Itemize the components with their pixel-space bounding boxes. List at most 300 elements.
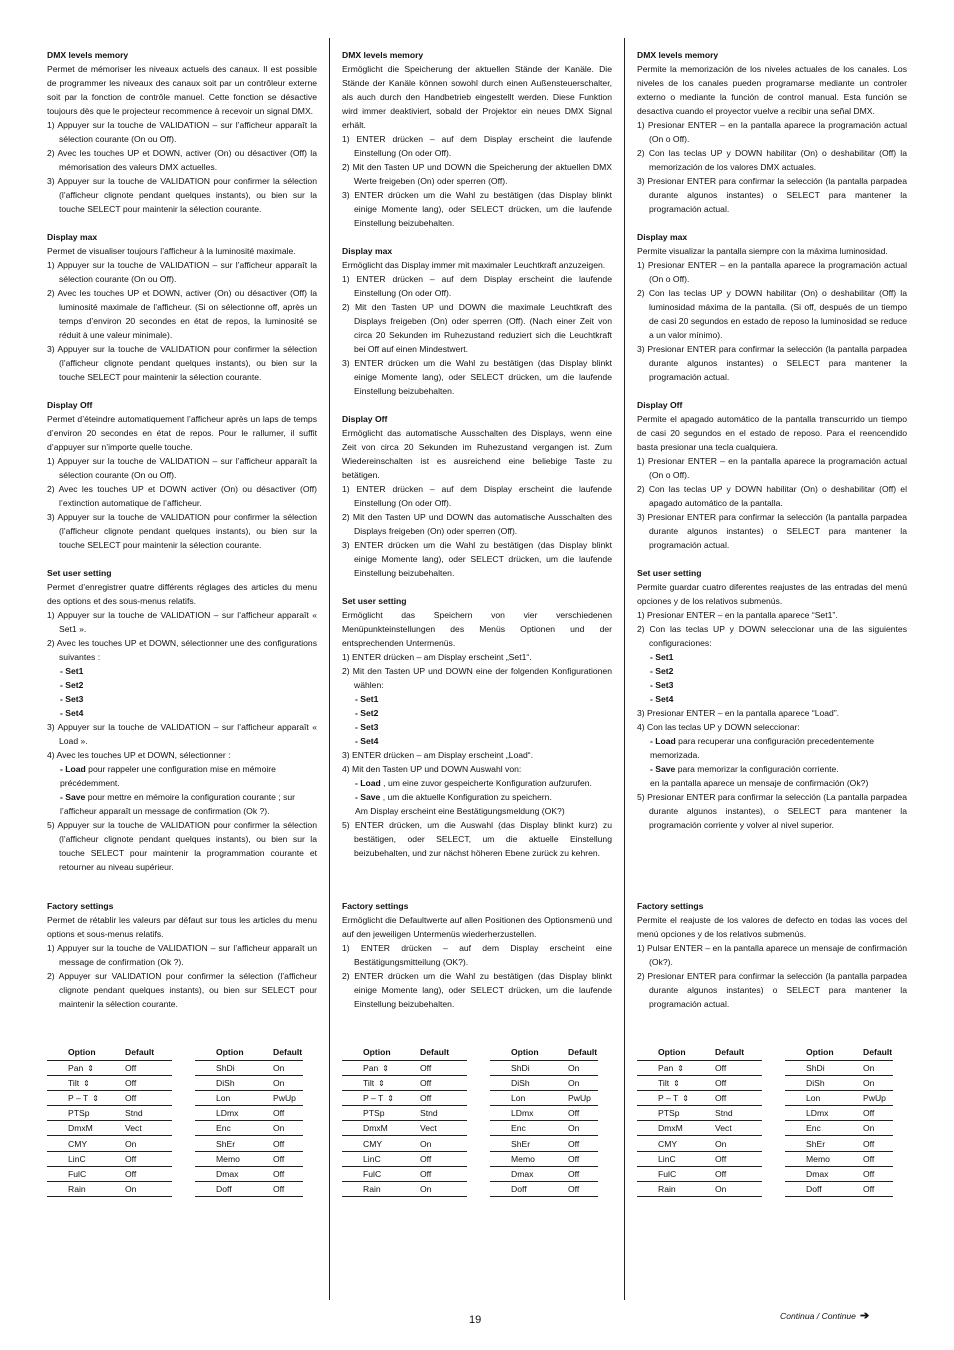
option-cell	[47, 1060, 104, 1075]
default-cell: On	[842, 1060, 893, 1075]
up-down-arrow-icon: ⇕	[83, 1078, 90, 1088]
section	[342, 412, 612, 580]
table-row	[490, 1060, 598, 1075]
table-header-row	[637, 1045, 762, 1060]
default-cell: Off	[694, 1060, 762, 1075]
default-cell: Stnd	[399, 1106, 467, 1121]
option-cell	[637, 1106, 694, 1121]
default-cell: Off	[399, 1166, 467, 1181]
table-header-row	[47, 1045, 172, 1060]
option-name: Doff	[806, 1184, 822, 1195]
option-name: Pan	[68, 1062, 84, 1073]
step-item: 2) Mit den Tasten UP und DOWN eine der folgenden Konfigurationen wählen:	[342, 666, 612, 690]
option-name: Lon	[511, 1092, 526, 1103]
option-name: PTSp	[68, 1108, 90, 1119]
step-item: 1) Presionar ENTER – en la pantalla aparece la programación actual (On o Off).	[637, 120, 907, 144]
option-cell	[47, 1136, 104, 1151]
default-cell: Off	[694, 1166, 762, 1181]
table-row	[47, 1060, 172, 1075]
step-item: 3) ENTER drücken – am Display erscheint „Load“.	[342, 750, 534, 760]
section-user-setting	[342, 594, 612, 860]
default-cell: On	[399, 1182, 467, 1197]
step-item: 1) Presionar ENTER – en la pantalla aparece la programación actual (On o Off).	[637, 260, 907, 284]
set-label: - Set4	[355, 736, 379, 746]
option-cell	[342, 1151, 399, 1166]
step-list	[342, 272, 612, 398]
option-cell	[637, 1090, 694, 1105]
option-cell	[195, 1136, 252, 1151]
table-row	[785, 1060, 893, 1075]
default-cell: On	[252, 1075, 303, 1090]
table-row	[342, 1106, 467, 1121]
step-item: 4) Avec les touches UP et DOWN, sélectionner :	[47, 750, 231, 760]
option-name: PTSp	[363, 1108, 385, 1119]
confirm-note: Am Display erscheint eine Bestätigungsmeldung (OK?)	[355, 806, 565, 816]
option-name: ShDi	[806, 1062, 825, 1073]
table-row	[47, 1121, 172, 1136]
table-row	[342, 1121, 467, 1136]
default-cell: PwUp	[547, 1090, 598, 1105]
option-name: DmxM	[658, 1123, 683, 1134]
section-title: DMX levels memory	[342, 50, 424, 60]
table-row	[342, 1166, 467, 1181]
option-name: LDmx	[806, 1108, 829, 1119]
option-cell	[785, 1090, 842, 1105]
step-item: 1) ENTER drücken – auf dem Display erscheint die laufende Einstellung (On oder Off).	[342, 484, 612, 508]
table-row	[490, 1136, 598, 1151]
step-item: 2) Con las teclas UP y DOWN habilitar (On) o deshabilitar (Off) la memorización de los valores DMX actuales.	[637, 148, 907, 172]
option-name: P – T	[363, 1092, 384, 1103]
option-name: ShDi	[216, 1062, 235, 1073]
default-cell: PwUp	[252, 1090, 303, 1105]
table-row	[637, 1075, 762, 1090]
default-cell: Off	[842, 1151, 893, 1166]
section	[47, 230, 317, 384]
section-title: Display Off	[637, 400, 683, 410]
section-intro: Permite visualizar la pantalla siempre con la máxima luminosidad.	[637, 246, 888, 256]
load-key: - Load	[355, 778, 381, 788]
set-label: - Set1	[355, 694, 379, 704]
options-table	[637, 1045, 762, 1197]
save-option	[637, 762, 907, 776]
option-cell	[637, 1121, 694, 1136]
save-text: , um die aktuelle Konfiguration zu speichern.	[380, 792, 552, 802]
table-row	[47, 1075, 172, 1090]
option-name: Enc	[511, 1123, 526, 1134]
section-intro: Permet de visualiser toujours l’afficheur à la luminosité maximale.	[47, 246, 296, 256]
step-item: 3) Presionar ENTER para confirmar la selección (la pantalla parpadea durante algunos instantes) o SELECT para mantener la programación actual.	[637, 512, 907, 550]
table-row	[342, 1182, 467, 1197]
option-name: LDmx	[216, 1108, 239, 1119]
section-title: DMX levels memory	[637, 50, 719, 60]
option-cell	[490, 1090, 547, 1105]
load-option	[637, 734, 907, 762]
table-row	[490, 1106, 598, 1121]
table-row	[785, 1182, 893, 1197]
step-item: 3) Appuyer sur la touche de VALIDATION pour confirmer la sélection (l’afficheur clignote pendant quelques instants), ou bien sur la touche SELECT pour maintenir la sélection courante.	[47, 512, 317, 550]
set-option	[342, 734, 612, 748]
options-table	[490, 1045, 598, 1197]
option-name: Rain	[363, 1184, 381, 1195]
option-name: Doff	[216, 1184, 232, 1195]
set-label: - Set2	[355, 708, 379, 718]
up-down-arrow-icon: ⇕	[673, 1078, 680, 1088]
step-item: 2) Con las teclas UP y DOWN habilitar (On) o deshabilitar (Off) la luminosidad máxima de la pantalla. (Si off, después de un tiempo de casi 20 segundos en estado de reposo la luminosidad se reduce a un valor mínimo).	[637, 288, 907, 340]
up-down-arrow-icon: ⇕	[92, 1093, 99, 1103]
table-row	[785, 1166, 893, 1181]
option-cell	[47, 1166, 104, 1181]
step-item: 1) Presionar ENTER – en la pantalla aparece “Set1”.	[637, 610, 838, 620]
default-cell: On	[694, 1182, 762, 1197]
step-item: 2) Con las teclas UP y DOWN habilitar (On) o deshabilitar (Off) el apagado automático de la pantalla.	[637, 484, 907, 508]
option-cell	[47, 1106, 104, 1121]
set-option	[342, 720, 612, 734]
section-intro: Permet d’enregistrer quatre différents réglages des articles du menu des options et des sous-menus relatifs.	[47, 582, 317, 606]
default-cell: On	[547, 1075, 598, 1090]
table-row	[785, 1090, 893, 1105]
step-list	[342, 650, 612, 860]
header-option: Option	[785, 1045, 842, 1060]
page-number: 19	[469, 1314, 482, 1326]
up-down-arrow-icon: ⇕	[387, 1093, 394, 1103]
set-label: - Set3	[355, 722, 379, 732]
step-item: 1) Presionar ENTER – en la pantalla aparece la programación actual (On o Off).	[637, 456, 907, 480]
default-cell: Off	[399, 1060, 467, 1075]
set-label: - Set1	[650, 652, 674, 662]
section-user-setting	[637, 566, 907, 832]
table-row	[195, 1121, 303, 1136]
default-cell: On	[252, 1121, 303, 1136]
section-title: Display max	[342, 246, 393, 256]
load-text: , um eine zuvor gespeicherte Konfiguration aufzurufen.	[380, 778, 592, 788]
table-row	[195, 1166, 303, 1181]
header-default: Default	[694, 1045, 762, 1060]
option-name: Dmax	[806, 1168, 829, 1179]
set-label: - Set4	[650, 694, 674, 704]
option-cell	[195, 1075, 252, 1090]
up-down-arrow-icon: ⇕	[382, 1063, 389, 1073]
section	[342, 48, 612, 230]
header-option: Option	[342, 1045, 399, 1060]
section-intro: Permite la memorización de los niveles actuales de los canales. Los niveles de los canales pueden programarse mediante un controler externo o mediante la función de control manual. Esta función se desactiva cuando el proyector vuelve a recibir una señal DMX.	[637, 64, 907, 116]
table-row	[490, 1090, 598, 1105]
set-option	[637, 650, 907, 664]
options-table	[342, 1045, 467, 1197]
load-option	[342, 776, 612, 790]
default-cell: Off	[547, 1151, 598, 1166]
option-cell	[785, 1075, 842, 1090]
table-row	[637, 1151, 762, 1166]
section-factory-settings	[342, 899, 612, 1011]
step-item: 2) Appuyer sur VALIDATION pour confirmer la sélection (l’afficheur clignote pendant quelques instants), ou bien sur SELECT pour maintenir la sélection courante.	[47, 971, 317, 1009]
step-item: 2) Avec les touches UP et DOWN activer (On) ou désactiver (Off) l’extinction automatique de l’afficheur.	[47, 484, 317, 508]
set-option	[342, 706, 612, 720]
arrow-right-icon: ➔	[859, 1310, 870, 1322]
option-cell	[342, 1136, 399, 1151]
option-name: FulC	[363, 1168, 382, 1179]
table-row	[47, 1090, 172, 1105]
default-cell: On	[547, 1060, 598, 1075]
section-intro: Permet de rétablir les valeurs par défaut sur tous les articles du menu options et sous-menus relatifs.	[47, 915, 317, 939]
option-cell	[195, 1106, 252, 1121]
section-title: Set user setting	[637, 568, 702, 578]
option-name: DiSh	[511, 1077, 530, 1088]
step-item: 5) Presionar ENTER para confirmar la selección (La pantalla parpadea durante algunos instantes), o SELECT para mantener la programación corriente y volver al nivel superior.	[637, 792, 907, 830]
default-cell: Off	[842, 1182, 893, 1197]
default-cell: On	[694, 1136, 762, 1151]
option-name: Tilt	[658, 1077, 670, 1088]
option-cell	[785, 1121, 842, 1136]
header-default: Default	[252, 1045, 303, 1060]
section-user-setting	[47, 566, 317, 874]
option-cell	[195, 1151, 252, 1166]
step-list	[637, 608, 907, 832]
default-cell: Stnd	[104, 1106, 172, 1121]
option-cell	[195, 1182, 252, 1197]
table-row	[195, 1136, 303, 1151]
section-title: Display max	[47, 232, 98, 242]
step-item: 2) ENTER drücken um die Wahl zu bestätigen (das Display blinkt einige Momente lang), oder SELECT drücken, um die laufende Einstellung beizubehalten.	[342, 971, 612, 1009]
section-factory-settings	[637, 899, 907, 1011]
step-item: 1) Appuyer sur la touche de VALIDATION – sur l’afficheur apparaît « Set1 ».	[47, 610, 317, 634]
section	[637, 398, 907, 552]
table-row	[47, 1106, 172, 1121]
option-cell	[47, 1182, 104, 1197]
table-row	[195, 1106, 303, 1121]
step-list	[47, 941, 317, 1011]
step-item: 1) ENTER drücken – auf dem Display erscheint eine Bestätigungsmitteilung (OK?).	[342, 943, 612, 967]
section-intro: Permet d’éteindre automatiquement l’afficheur après un laps de temps d’environ 20 secondes en état de repos. Pour le rallumer, il suffit d’appuyer sur n’importe quelle touche.	[47, 414, 317, 452]
option-cell	[637, 1182, 694, 1197]
option-name: Enc	[806, 1123, 821, 1134]
option-cell	[195, 1121, 252, 1136]
option-cell	[490, 1151, 547, 1166]
save-key: - Save	[60, 792, 86, 802]
set-label: - Set3	[60, 694, 84, 704]
set-option	[47, 692, 317, 706]
continue-label: Continua / Continue	[780, 1311, 856, 1321]
option-name: Enc	[216, 1123, 231, 1134]
option-cell	[342, 1106, 399, 1121]
option-name: P – T	[68, 1092, 89, 1103]
option-cell	[47, 1121, 104, 1136]
option-cell	[342, 1060, 399, 1075]
options-table	[195, 1045, 303, 1197]
header-option: Option	[47, 1045, 104, 1060]
option-cell	[342, 1166, 399, 1181]
set-option	[637, 678, 907, 692]
option-name: LinC	[658, 1153, 676, 1164]
option-cell	[47, 1090, 104, 1105]
default-cell: On	[842, 1121, 893, 1136]
option-name: CMY	[658, 1138, 678, 1149]
step-item: 4) Mit den Tasten UP und DOWN Auswahl von:	[342, 764, 522, 774]
default-cell: Off	[252, 1151, 303, 1166]
save-key: - Save	[650, 764, 676, 774]
option-cell	[490, 1106, 547, 1121]
option-name: Dmax	[216, 1168, 239, 1179]
option-cell	[785, 1060, 842, 1075]
option-name: Pan	[658, 1062, 674, 1073]
section-title: Display max	[637, 232, 688, 242]
step-item: 5) ENTER drücken, um die Auswahl (das Display blinkt kurz) zu bestätigen, oder SELECT, um die aktuelle Einstellung beizubehalten, und zur nächst höheren Ebene zurück zu kehren.	[342, 820, 612, 858]
default-cell: Off	[547, 1136, 598, 1151]
table-row	[47, 1166, 172, 1181]
section-intro: Ermöglicht das Display immer mit maximaler Leuchtkraft anzuzeigen.	[342, 260, 606, 270]
table-header-row	[195, 1045, 303, 1060]
step-list	[342, 941, 612, 1011]
section-factory-settings	[47, 899, 317, 1011]
option-name: Memo	[511, 1153, 535, 1164]
table-row	[637, 1182, 762, 1197]
section	[47, 398, 317, 552]
section-intro: Ermöglicht das automatische Ausschalten des Displays, wenn eine Zeit von circa 20 Sekunden im Ruhezustand vergangen ist. Zum Wiedereinschalten ist es ausreichend eine beliebige Taste zu betätigen.	[342, 428, 612, 480]
text-column	[47, 48, 317, 888]
section-title: Factory settings	[637, 901, 704, 911]
option-name: FulC	[658, 1168, 677, 1179]
option-cell	[785, 1166, 842, 1181]
default-cell: On	[104, 1182, 172, 1197]
set-option	[637, 664, 907, 678]
text-column	[342, 48, 612, 874]
step-list	[47, 608, 317, 874]
step-list	[342, 132, 612, 230]
option-cell	[490, 1136, 547, 1151]
text-column	[637, 48, 907, 846]
option-name: Tilt	[363, 1077, 375, 1088]
option-cell	[490, 1121, 547, 1136]
option-name: LDmx	[511, 1108, 534, 1119]
continue-note	[780, 1309, 869, 1322]
load-key: - Load	[650, 736, 676, 746]
default-cell: Off	[694, 1075, 762, 1090]
option-cell	[342, 1182, 399, 1197]
step-item: 3) ENTER drücken um die Wahl zu bestätigen (das Display blinkt einige Momente lang), oder SELECT drücken, um die laufende Einstellung beizubehalten.	[342, 540, 612, 578]
default-cell: Vect	[104, 1121, 172, 1136]
set-label: - Set2	[650, 666, 674, 676]
default-cell: Off	[694, 1090, 762, 1105]
default-cell: On	[104, 1136, 172, 1151]
table-row	[195, 1075, 303, 1090]
option-name: DiSh	[806, 1077, 825, 1088]
table-row	[490, 1151, 598, 1166]
table-row	[342, 1075, 467, 1090]
table-row	[637, 1136, 762, 1151]
table-row	[490, 1121, 598, 1136]
table-row	[47, 1151, 172, 1166]
set-label: - Set1	[60, 666, 84, 676]
set-label: - Set2	[60, 680, 84, 690]
table-row	[637, 1106, 762, 1121]
set-label: - Set3	[650, 680, 674, 690]
step-item: 2) Avec les touches UP et DOWN, activer (On) ou désactiver (Off) la mémorisation des valeurs DMX actuelles.	[47, 148, 317, 172]
option-name: DmxM	[363, 1123, 388, 1134]
default-cell: Off	[252, 1182, 303, 1197]
step-item: 1) Appuyer sur la touche de VALIDATION – sur l’afficheur apparaît un message de confirmation (Ok ?).	[47, 943, 317, 967]
option-name: Rain	[658, 1184, 676, 1195]
option-cell	[490, 1075, 547, 1090]
options-table	[47, 1045, 172, 1197]
set-option	[47, 678, 317, 692]
default-cell: Off	[694, 1151, 762, 1166]
option-cell	[195, 1166, 252, 1181]
table-row	[785, 1075, 893, 1090]
option-name: CMY	[363, 1138, 383, 1149]
option-name: ShEr	[511, 1138, 531, 1149]
save-text: pour mettre en mémoire la configuration courante ; sur l’afficheur apparaît un message de confirmation (Ok ?).	[60, 792, 296, 816]
option-name: ShEr	[806, 1138, 826, 1149]
step-item: 3) Presionar ENTER para confirmar la selección (la pantalla parpadea durante algunos instantes) o SELECT para mantener la programación actual.	[637, 176, 907, 214]
save-key: - Save	[355, 792, 381, 802]
option-cell	[47, 1151, 104, 1166]
load-text: pour rappeler une configuration mise en mémoire précédemment.	[60, 764, 276, 788]
option-name: DmxM	[68, 1123, 93, 1134]
step-item: 1) Appuyer sur la touche de VALIDATION – sur l’afficheur apparaît la sélection courante (On ou Off).	[47, 120, 317, 144]
set-option	[637, 692, 907, 706]
step-list	[342, 482, 612, 580]
step-item: 2) Avec les touches UP et DOWN, sélectionner une des configurations suivantes :	[47, 638, 317, 662]
step-item: 3) Presionar ENTER – en la pantalla aparece “Load”.	[637, 708, 840, 718]
default-cell: Off	[842, 1136, 893, 1151]
option-cell	[47, 1075, 104, 1090]
set-option	[47, 664, 317, 678]
step-item: 3) Appuyer sur la touche de VALIDATION – sur l’afficheur apparaît « Load ».	[47, 722, 317, 746]
step-item: 3) Appuyer sur la touche de VALIDATION pour confirmer la sélection (l’afficheur clignote pendant quelques instants), ou bien sur la touche SELECT pour maintenir la sélection courante.	[47, 176, 317, 214]
column-divider	[624, 38, 625, 1300]
up-down-arrow-icon: ⇕	[378, 1078, 385, 1088]
option-name: PTSp	[658, 1108, 680, 1119]
option-name: Lon	[216, 1092, 231, 1103]
table-row	[342, 1151, 467, 1166]
save-option	[47, 790, 317, 818]
load-option	[47, 762, 317, 790]
section	[637, 230, 907, 384]
option-name: DiSh	[216, 1077, 235, 1088]
option-name: LinC	[68, 1153, 86, 1164]
option-name: P – T	[658, 1092, 679, 1103]
table-header-row	[490, 1045, 598, 1060]
step-item: 2) Presionar ENTER para confirmar la selección (la pantalla parpadea durante algunos instantes) o SELECT para mantener la programación actual.	[637, 971, 907, 1009]
default-cell: PwUp	[842, 1090, 893, 1105]
table-row	[47, 1182, 172, 1197]
step-item: 1) Appuyer sur la touche de VALIDATION – sur l’afficheur apparaît la sélection courante (On ou Off).	[47, 260, 317, 284]
step-item: 3) ENTER drücken um die Wahl zu bestätigen (das Display blinkt einige Momente lang), oder SELECT drücken, um die laufende Einstellung beizubehalten.	[342, 358, 612, 396]
option-name: Doff	[511, 1184, 527, 1195]
option-cell	[637, 1060, 694, 1075]
step-list	[47, 454, 317, 552]
step-item: 1) ENTER drücken – auf dem Display erscheint die laufende Einstellung (On oder Off).	[342, 134, 612, 158]
step-list	[47, 258, 317, 384]
header-option: Option	[490, 1045, 547, 1060]
default-cell: Off	[842, 1166, 893, 1181]
default-cell: Off	[104, 1166, 172, 1181]
default-cell: Off	[252, 1106, 303, 1121]
save-option	[342, 790, 612, 804]
step-item: 3) ENTER drücken um die Wahl zu bestätigen (das Display blinkt einige Momente lang), oder SELECT drücken, um die laufende Einstellung beizubehalten.	[342, 190, 612, 228]
header-default: Default	[399, 1045, 467, 1060]
table-row	[785, 1136, 893, 1151]
option-name: Tilt	[68, 1077, 80, 1088]
header-default: Default	[104, 1045, 172, 1060]
step-item: 2) Con las teclas UP y DOWN seleccionar una de las siguientes configuraciones:	[637, 624, 907, 648]
option-name: ShEr	[216, 1138, 236, 1149]
section	[342, 244, 612, 398]
load-text: para recuperar una configuración precedentemente memorizada.	[650, 736, 875, 760]
default-cell: Vect	[399, 1121, 467, 1136]
section	[637, 48, 907, 216]
option-name: CMY	[68, 1138, 88, 1149]
step-item: 3) Presionar ENTER para confirmar la selección (la pantalla parpadea durante algunos instantes) o SELECT para mantener la programación actual.	[637, 344, 907, 382]
